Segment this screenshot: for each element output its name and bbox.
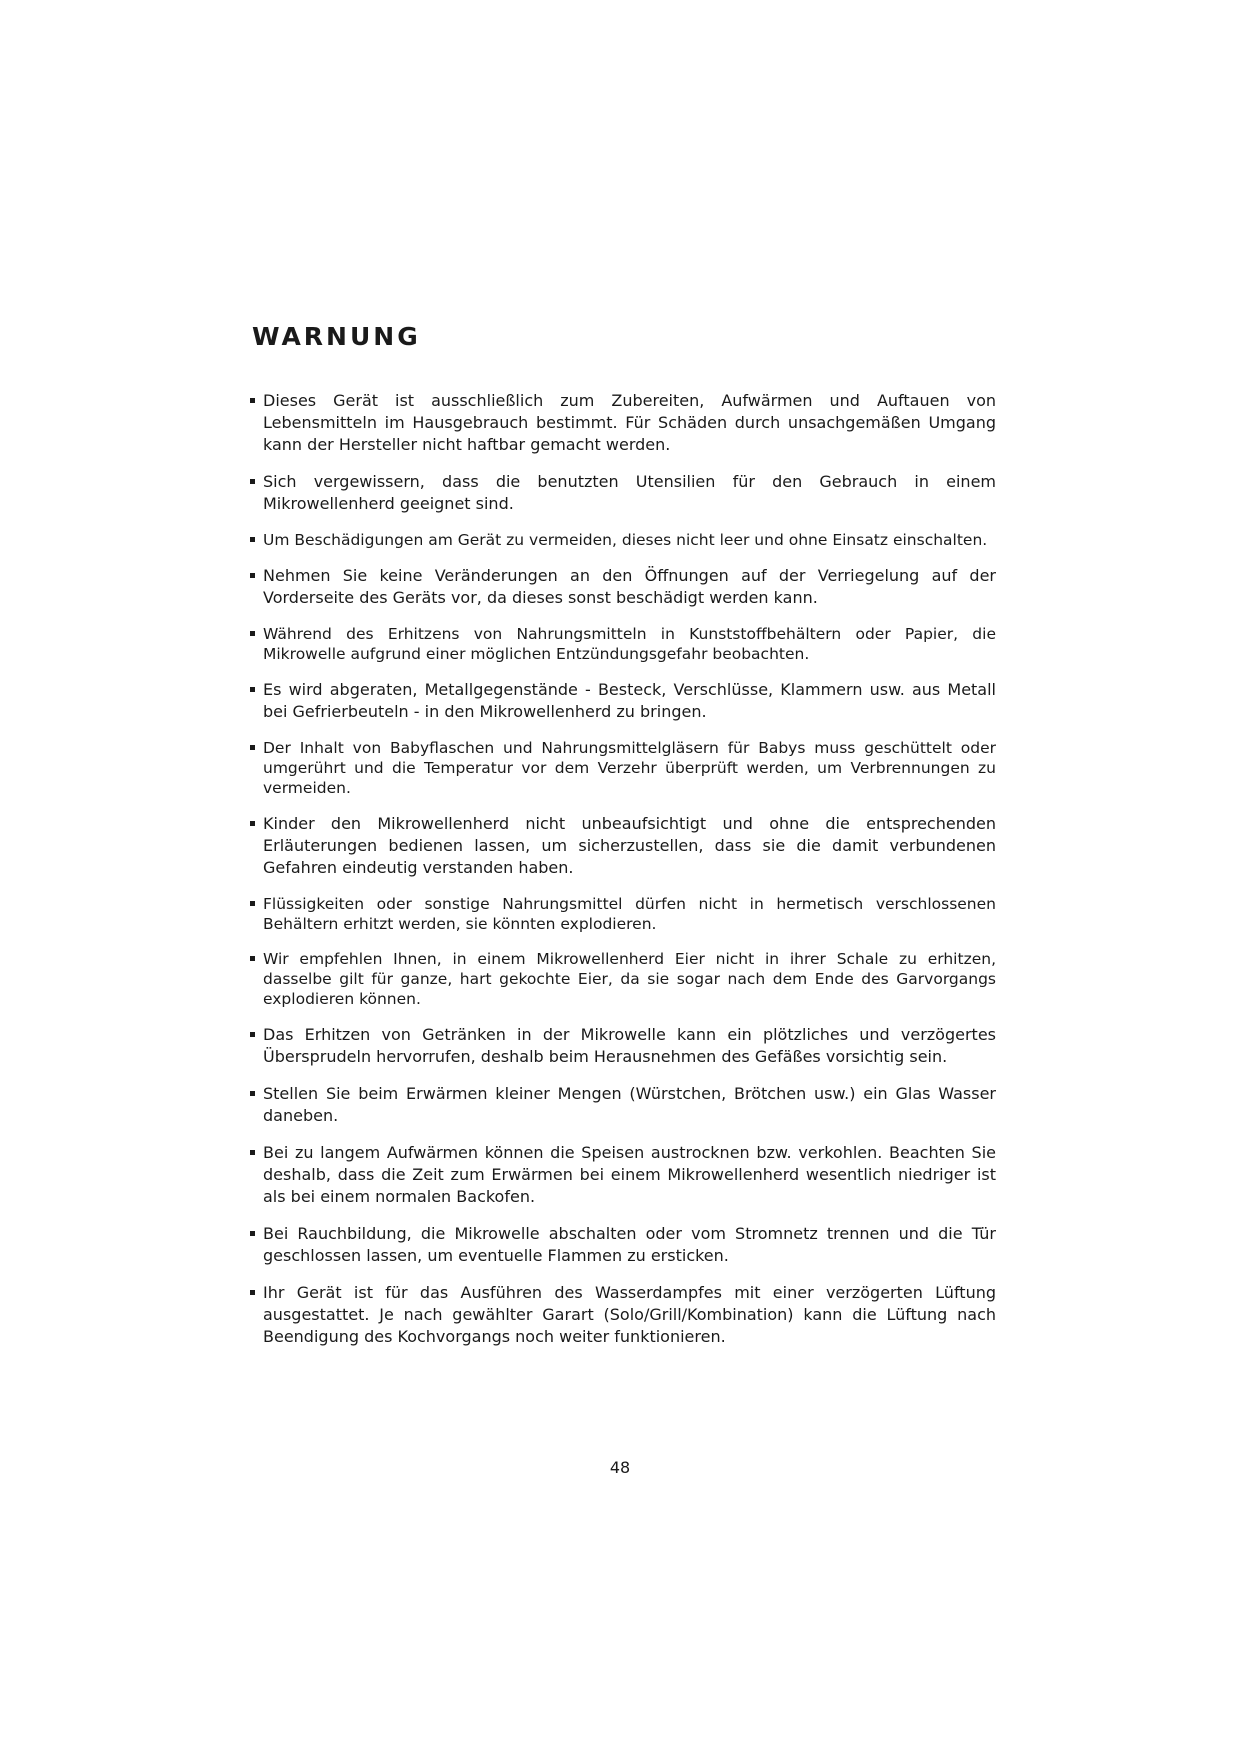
warning-text: Nehmen Sie keine Veränderungen an den Öffnungen auf der Verriegelung auf der Vorderseite des Geräts vor, da dieses sonst beschädigt werden kann. (263, 566, 996, 607)
square-bullet-icon (250, 398, 255, 403)
warning-text: Das Erhitzen von Getränken in der Mikrowelle kann ein plötzliches und verzögertes Übersprudeln hervorrufen, deshalb beim Herausnehmen des Gefäßes vorsichtig sein. (263, 1025, 996, 1066)
warning-text: Während des Erhitzens von Nahrungsmitteln in Kunststoffbehältern oder Papier, die Mikrowelle aufgrund einer möglichen Entzündungsgefahr beobachten. (263, 625, 996, 663)
square-bullet-icon (250, 1231, 255, 1236)
page-number: 48 (609, 1458, 631, 1477)
square-bullet-icon (250, 1032, 255, 1037)
warning-text: Um Beschädigungen am Gerät zu vermeiden, dieses nicht leer und ohne Einsatz einschalten. (263, 531, 988, 549)
square-bullet-icon (250, 745, 255, 750)
warning-item-4 (250, 565, 996, 609)
square-bullet-icon (250, 1150, 255, 1155)
square-bullet-icon (250, 821, 255, 826)
warning-text: Bei zu langem Aufwärmen können die Speisen austrocknen bzw. verkohlen. Beachten Sie deshalb, dass die Zeit zum Erwärmen bei einem Mikrowellenherd wesentlich niedriger ist als bei einem normalen Backofen. (263, 1143, 996, 1206)
square-bullet-icon (250, 631, 255, 636)
warning-item-10 (250, 949, 996, 1009)
warning-item-14 (250, 1223, 996, 1267)
warning-item-1 (250, 390, 996, 456)
warning-list (250, 390, 996, 1363)
square-bullet-icon (250, 956, 255, 961)
warning-text: Es wird abgeraten, Metallgegenstände - Besteck, Verschlüsse, Klammern usw. aus Metall bei Gefrierbeuteln - in den Mikrowellenherd zu bringen. (263, 680, 996, 721)
warning-text: Der Inhalt von Babyflaschen und Nahrungsmittelgläsern für Babys muss geschüttelt oder umgerührt und die Temperatur vor dem Verzehr überprüft werden, um Verbrennungen zu vermeiden. (263, 739, 996, 797)
warning-text: Dieses Gerät ist ausschließlich zum Zubereiten, Aufwärmen und Auftauen von Lebensmitteln im Hausgebrauch bestimmt. Für Schäden durch unsachgemäßen Umgang kann der Hersteller nicht haftbar gemacht werden. (263, 391, 996, 454)
warning-item-2 (250, 471, 996, 515)
warning-item-13 (250, 1142, 996, 1208)
warning-item-7 (250, 738, 996, 798)
warning-text: Kinder den Mikrowellenherd nicht unbeaufsichtigt und ohne die entsprechenden Erläuterungen bedienen lassen, um sicherzustellen, dass sie die damit verbundenen Gefahren eindeutig verstanden haben. (263, 814, 996, 877)
square-bullet-icon (250, 1091, 255, 1096)
warning-item-11 (250, 1024, 996, 1068)
warning-item-6 (250, 679, 996, 723)
square-bullet-icon (250, 537, 255, 542)
square-bullet-icon (250, 687, 255, 692)
warning-item-8 (250, 813, 996, 879)
warning-item-9 (250, 894, 996, 934)
warning-item-3 (250, 530, 996, 550)
warning-item-15 (250, 1282, 996, 1348)
warning-text: Sich vergewissern, dass die benutzten Utensilien für den Gebrauch in einem Mikrowellenherd geeignet sind. (263, 472, 996, 513)
square-bullet-icon (250, 479, 255, 484)
warning-item-5 (250, 624, 996, 664)
square-bullet-icon (250, 573, 255, 578)
warning-text: Flüssigkeiten oder sonstige Nahrungsmittel dürfen nicht in hermetisch verschlossenen Behältern erhitzt werden, sie könnten explodieren. (263, 895, 996, 933)
warning-text: Stellen Sie beim Erwärmen kleiner Mengen (Würstchen, Brötchen usw.) ein Glas Wasser daneben. (263, 1084, 996, 1125)
warning-text: Bei Rauchbildung, die Mikrowelle abschalten oder vom Stromnetz trennen und die Tür geschlossen lassen, um eventuelle Flammen zu ersticken. (263, 1224, 996, 1265)
warning-item-12 (250, 1083, 996, 1127)
page-title: WARNUNG (252, 322, 421, 351)
square-bullet-icon (250, 1290, 255, 1295)
square-bullet-icon (250, 901, 255, 906)
warning-text: Wir empfehlen Ihnen, in einem Mikrowellenherd Eier nicht in ihrer Schale zu erhitzen, dasselbe gilt für ganze, hart gekochte Eier, da sie sogar nach dem Ende des Garvorgangs explodieren können. (263, 950, 996, 1008)
warning-text: Ihr Gerät ist für das Ausführen des Wasserdampfes mit einer verzögerten Lüftung ausgestattet. Je nach gewählter Garart (Solo/Grill/Kombination) kann die Lüftung nach Beendigung des Kochvorgangs noch weiter funktionieren. (263, 1283, 996, 1346)
